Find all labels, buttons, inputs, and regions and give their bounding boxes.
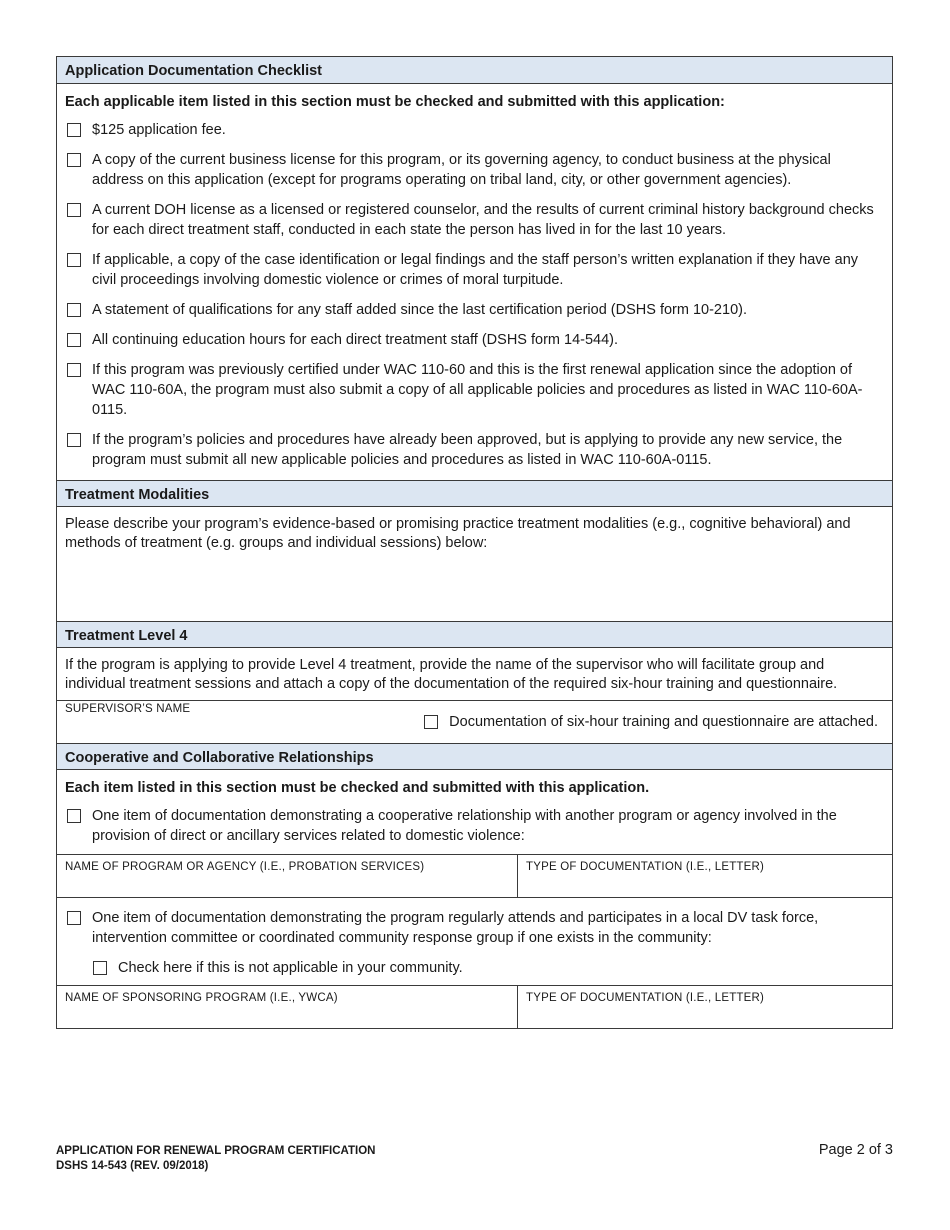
program-agency-name-field[interactable] (57, 855, 518, 897)
level4-text: If the program is applying to provide Level 4 treatment, provide the name of the supervisor who will facilitate group and individual treatment sessions and attach a copy of the documentation of the required six-hour training and questionnaire. (65, 657, 838, 692)
checkbox[interactable] (93, 961, 107, 975)
modalities-text: Please describe your program’s evidence-based or promising practice treatment modalities (e.g., cognitive behavioral) and methods of treatment (e.g. groups and individual sessions) below: (65, 516, 851, 551)
checklist-item (65, 330, 884, 350)
agency-field-row (57, 854, 892, 897)
checkbox[interactable] (67, 911, 81, 925)
form-title: APPLICATION FOR RENEWAL PROGRAM CERTIFICATION (56, 1145, 376, 1157)
sponsoring-program-field[interactable] (57, 986, 518, 1028)
supervisor-name-field[interactable] (57, 700, 892, 743)
checkbox[interactable] (67, 123, 81, 137)
checkbox[interactable] (424, 715, 438, 729)
form-number: DSHS 14-543 (REV. 09/2018) (56, 1160, 209, 1172)
checklist-item-label: A copy of the current business license for this program, or its governing agency, to conduct business at the physical address on this application (except for programs operating on tribal land, city, or other government agencies). (92, 152, 831, 188)
cooperative-item (65, 908, 884, 948)
not-applicable-item (65, 958, 884, 978)
documentation-type-label: TYPE OF DOCUMENTATION (I.E., LETTER) (526, 992, 765, 1004)
checklist-item (65, 150, 884, 190)
checklist-item (65, 430, 884, 470)
cooperative-item-label: One item of documentation demonstrating a cooperative relationship with another program or agency involved in the provision of direct or ancillary services related to domestic violence: (92, 808, 837, 844)
checklist-item-label: If the program’s policies and procedures have already been approved, but is applying to provide any new service, the program must submit all new applicable policies and procedures as listed in WAC 110-60A-0115. (92, 432, 843, 468)
section-header-cooperative: Cooperative and Collaborative Relationships (57, 743, 892, 770)
checkbox[interactable] (67, 253, 81, 267)
cooperative-item-label: One item of documentation demonstrating the program regularly attends and participates in a local DV task force, intervention committee or coordinated community response group if one exists in the community: (92, 910, 819, 946)
checkbox[interactable] (67, 433, 81, 447)
checklist-item (65, 300, 884, 320)
checkbox[interactable] (67, 303, 81, 317)
checklist-item (65, 200, 884, 240)
checklist-item-label: If this program was previously certified under WAC 110-60 and this is the first renewal application since the adoption of WAC 110-60A, the program must also submit a copy of all applicable policies and procedures as listed in WAC 110-60A-0115. (92, 362, 863, 418)
section-header-level4: Treatment Level 4 (57, 621, 892, 648)
checklist-item (65, 120, 884, 140)
cooperative-items (57, 806, 892, 854)
not-applicable-label: Check here if this is not applicable in your community. (118, 960, 463, 976)
cooperative-item (65, 806, 884, 846)
modalities-answer-area[interactable] (57, 559, 892, 621)
cooperative-intro: Each item listed in this section must be checked and submitted with this application. (65, 780, 650, 796)
task-force-items (57, 897, 892, 985)
page-number: Page 2 of 3 (818, 1142, 893, 1158)
form-frame (56, 56, 893, 1029)
section-header-modalities: Treatment Modalities (57, 480, 892, 507)
checklist-item-label: All continuing education hours for each direct treatment staff (DSHS form 14-544). (92, 332, 619, 348)
checkbox[interactable] (67, 203, 81, 217)
documentation-type-field[interactable] (518, 855, 892, 897)
checklist-item (65, 250, 884, 290)
attachment-confirmation-label: Documentation of six-hour training and questionnaire are attached. (449, 714, 878, 730)
checklist-items (57, 120, 892, 480)
supervisor-name-label: SUPERVISOR’S NAME (65, 703, 191, 715)
documentation-type-label: TYPE OF DOCUMENTATION (I.E., LETTER) (526, 861, 765, 873)
checkbox[interactable] (67, 153, 81, 167)
section-header-checklist: Application Documentation Checklist (57, 57, 892, 84)
checklist-item (65, 360, 884, 420)
checkbox[interactable] (67, 809, 81, 823)
checkbox[interactable] (67, 363, 81, 377)
checklist-item-label: If applicable, a copy of the case identification or legal findings and the staff person’s written explanation if they have any civil proceedings involving domestic violence or crimes of moral turpitude. (92, 252, 859, 288)
checkbox[interactable] (67, 333, 81, 347)
footer-form-id (56, 1144, 375, 1174)
program-agency-name-label: NAME OF PROGRAM OR AGENCY (I.E., PROBATION SERVICES) (65, 861, 425, 873)
sponsor-field-row (57, 985, 892, 1028)
attachment-confirmation (422, 712, 878, 732)
checklist-item-label: $125 application fee. (92, 122, 226, 138)
documentation-type-field[interactable] (518, 986, 892, 1028)
sponsoring-program-label: NAME OF SPONSORING PROGRAM (I.E., YWCA) (65, 992, 338, 1004)
checklist-item-label: A current DOH license as a licensed or registered counselor, and the results of current criminal history background checks for each direct treatment staff, conducted in each state the person has lived in for the last 10 years. (92, 202, 874, 238)
checklist-item-label: A statement of qualifications for any staff added since the last certification period (DSHS form 10-210). (92, 302, 747, 318)
checklist-intro: Each applicable item listed in this section must be checked and submitted with this application: (65, 94, 725, 110)
